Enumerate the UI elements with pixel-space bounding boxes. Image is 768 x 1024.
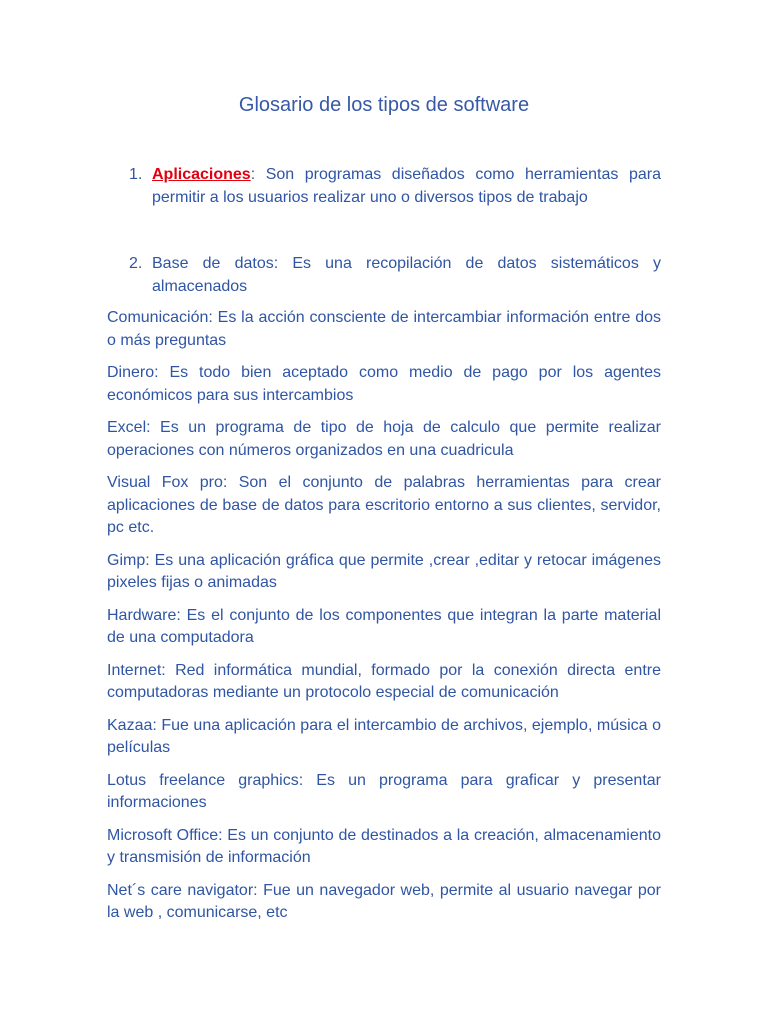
entry-gimp: Gimp: Es una aplicación gráfica que permite ,crear ,editar y retocar imágenes pixeles fijas o animadas [107, 551, 661, 591]
document-title: Glosario de los tipos de software [238, 94, 530, 116]
numbered-item-aplicaciones [107, 164, 661, 209]
numbered-item-base-de-datos [107, 253, 661, 298]
entry-kazaa: Kazaa: Fue una aplicación para el intercambio de archivos, ejemplo, música o películas [107, 716, 661, 756]
item-number: 1. [129, 166, 143, 183]
item-text: : Son programas diseñados como herramientas para permitir a los usuarios realizar uno o diversos tipos de trabajo [152, 166, 661, 206]
entry-lotus-freelance: Lotus freelance graphics: Es un programa para graficar y presentar informaciones [107, 771, 661, 811]
entry-microsoft-office: Microsoft Office: Es un conjunto de destinados a la creación, almacenamiento y transmisión de información [107, 826, 661, 866]
entry-internet: Internet: Red informática mundial, formado por la conexión directa entre computadoras mediante un protocolo especial de comunicación [107, 661, 661, 701]
glossary-entries [107, 307, 661, 935]
entry-visual-fox-pro: Visual Fox pro: Son el conjunto de palabras herramientas para crear aplicaciones de base de datos para escritorio entorno a sus clientes, servidor, pc etc. [107, 474, 661, 536]
entry-dinero: Dinero: Es todo bien aceptado como medio de pago por los agentes económicos para sus intercambios [107, 364, 661, 404]
keyword-aplicaciones: Aplicaciones [152, 166, 251, 183]
entry-excel: Excel: Es un programa de tipo de hoja de calculo que permite realizar operaciones con números organizados en una cuadricula [107, 419, 661, 459]
entry-nets-care-navigator: Net´s care navigator: Fue un navegador web, permite al usuario navegar por la web , comunicarse, etc [107, 881, 661, 921]
item-number: 2. [129, 255, 143, 272]
entry-hardware: Hardware: Es el conjunto de los componentes que integran la parte material de una computadora [107, 606, 661, 646]
item-text: Base de datos: Es una recopilación de datos sistemáticos y almacenados [152, 255, 661, 295]
entry-comunicacion: Comunicación: Es la acción consciente de intercambiar información entre dos o más preguntas [107, 309, 661, 349]
item-body [152, 164, 661, 209]
